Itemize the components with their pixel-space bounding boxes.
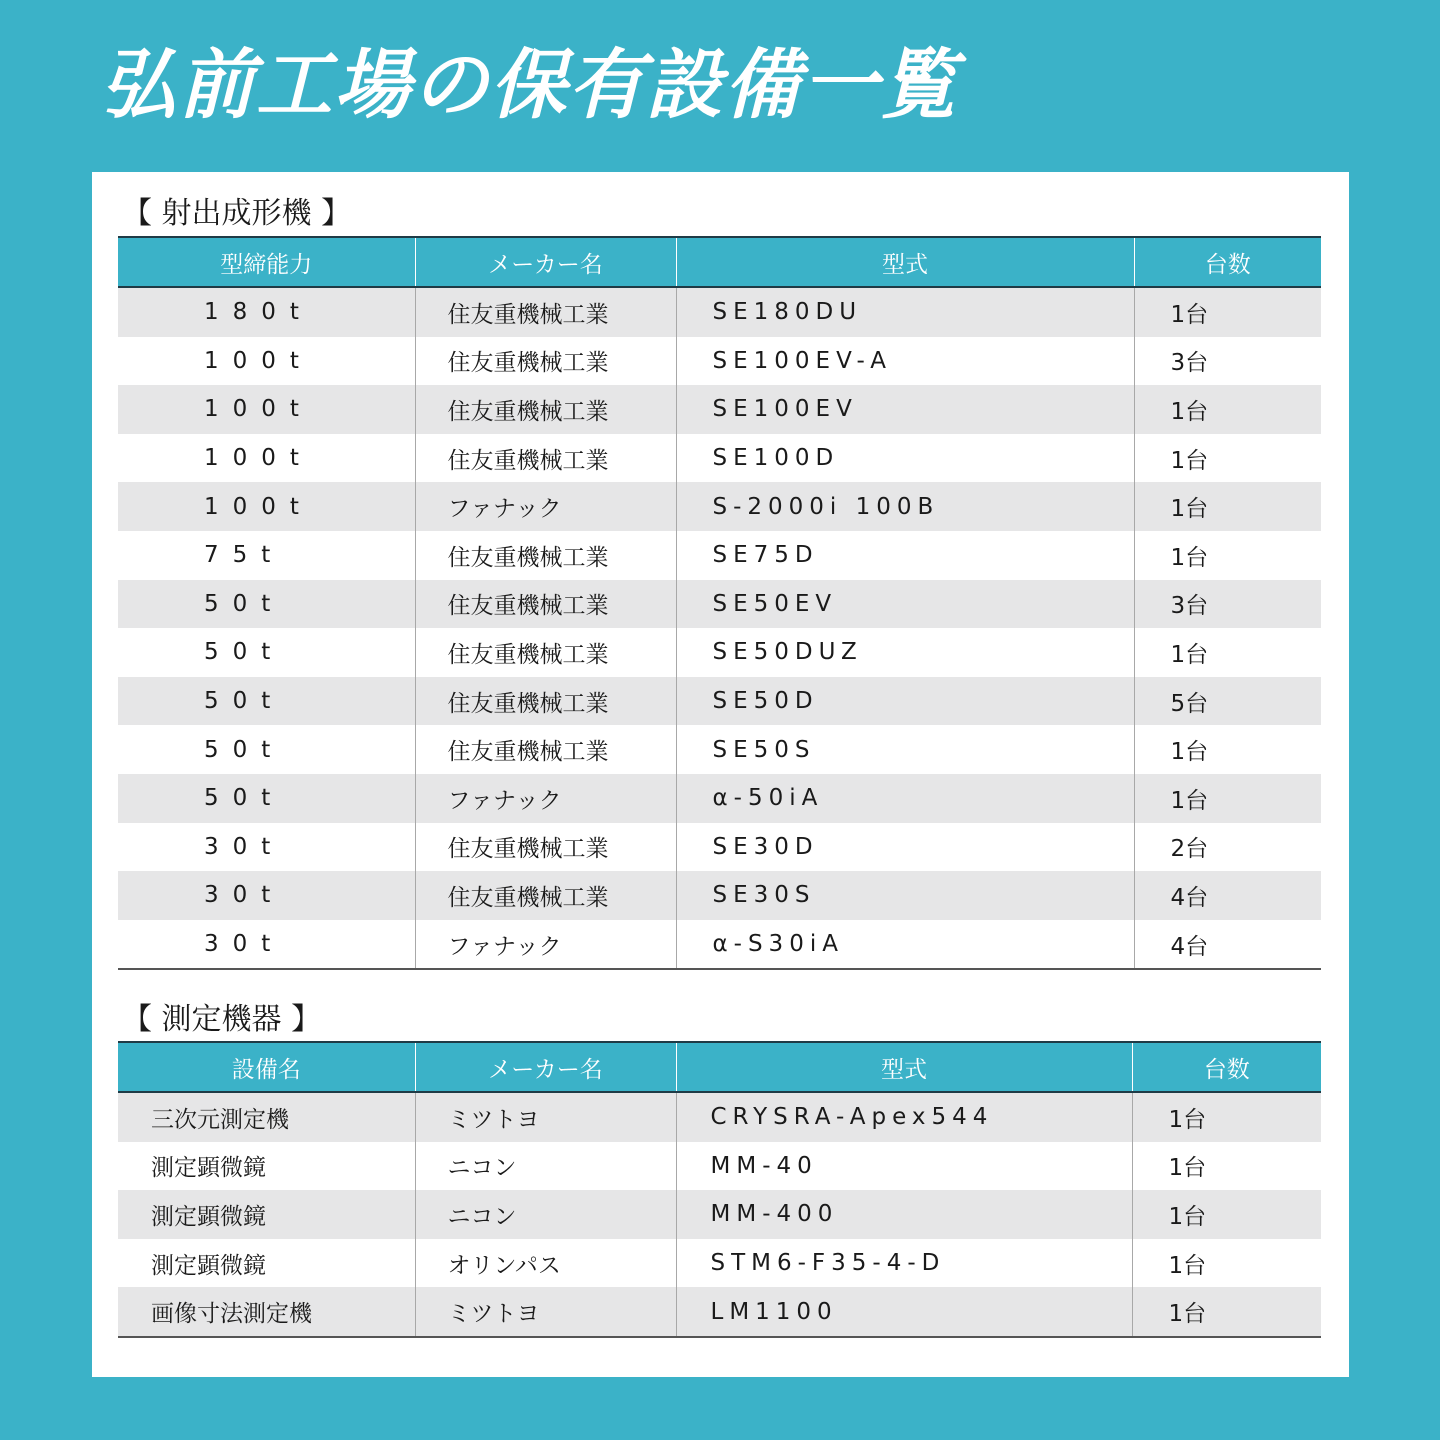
model-cell: SE75D [676,531,1134,580]
model-cell: α-S30iA [676,920,1134,970]
column-header-model: 型式 [676,1042,1132,1092]
table-row [118,482,1321,531]
table-row [118,823,1321,872]
manufacturer-cell: ファナック [415,920,676,970]
model-cell: SE180DU [676,287,1134,337]
manufacturer-cell: 住友重機械工業 [415,580,676,629]
model-cell: MM-400 [676,1190,1132,1239]
table-row [118,531,1321,580]
quantity-cell: 1台 [1132,1142,1321,1191]
column-header-model: 型式 [676,237,1134,287]
table-row [118,1287,1321,1337]
clamping-force-cell: 50t [118,580,415,629]
clamping-force-cell: 100t [118,482,415,531]
manufacturer-cell: 住友重機械工業 [415,823,676,872]
manufacturer-cell: 住友重機械工業 [415,385,676,434]
clamping-force-cell: 50t [118,725,415,774]
quantity-cell: 1台 [1134,287,1321,337]
model-cell: SE30S [676,871,1134,920]
equipment-name-cell: 画像寸法測定機 [118,1287,415,1337]
clamping-force-cell: 100t [118,434,415,483]
table-row [118,677,1321,726]
table-row [118,920,1321,970]
measuring-instruments-table [118,1041,1321,1338]
manufacturer-cell: オリンパス [415,1239,676,1288]
table-row [118,287,1321,337]
quantity-cell: 1台 [1132,1092,1321,1142]
model-cell: SE50S [676,725,1134,774]
clamping-force-cell: 100t [118,337,415,386]
quantity-cell: 4台 [1134,871,1321,920]
column-header-manufacturer: メーカー名 [415,1042,676,1092]
equipment-name-cell: 測定顕微鏡 [118,1142,415,1191]
table-row [118,725,1321,774]
quantity-cell: 1台 [1134,531,1321,580]
table-row [118,1092,1321,1142]
quantity-cell: 1台 [1134,628,1321,677]
table-row [118,871,1321,920]
manufacturer-cell: ファナック [415,774,676,823]
table-row [118,1239,1321,1288]
model-cell: SE50D [676,677,1134,726]
quantity-cell: 1台 [1134,482,1321,531]
quantity-cell: 1台 [1132,1287,1321,1337]
equipment-name-cell: 三次元測定機 [118,1092,415,1142]
model-cell: CRYSRA-Apex544 [676,1092,1132,1142]
section-title-measuring-instruments: 【 測定機器 】 [122,1002,322,1037]
quantity-cell: 1台 [1134,725,1321,774]
table-row [118,434,1321,483]
clamping-force-cell: 50t [118,774,415,823]
table-row [118,385,1321,434]
column-header-clamping-force: 型締能力 [118,237,415,287]
clamping-force-cell: 30t [118,823,415,872]
clamping-force-cell: 180t [118,287,415,337]
table-row [118,1142,1321,1191]
model-cell: SE100D [676,434,1134,483]
manufacturer-cell: 住友重機械工業 [415,871,676,920]
model-cell: LM1100 [676,1287,1132,1337]
manufacturer-cell: ニコン [415,1142,676,1191]
quantity-cell: 3台 [1134,337,1321,386]
table-row [118,774,1321,823]
model-cell: SE100EV-A [676,337,1134,386]
manufacturer-cell: 住友重機械工業 [415,287,676,337]
clamping-force-cell: 50t [118,677,415,726]
equipment-name-cell: 測定顕微鏡 [118,1239,415,1288]
manufacturer-cell: 住友重機械工業 [415,531,676,580]
section-title-injection-molding: 【 射出成形機 】 [122,196,352,231]
model-cell: α-50iA [676,774,1134,823]
page-title: 弘前工場の保有設備一覧 [100,40,958,129]
manufacturer-cell: 住友重機械工業 [415,677,676,726]
column-header-equipment-name: 設備名 [118,1042,415,1092]
clamping-force-cell: 30t [118,871,415,920]
manufacturer-cell: 住友重機械工業 [415,628,676,677]
quantity-cell: 5台 [1134,677,1321,726]
quantity-cell: 2台 [1134,823,1321,872]
manufacturer-cell: ミツトヨ [415,1287,676,1337]
clamping-force-cell: 100t [118,385,415,434]
table-row [118,580,1321,629]
column-header-manufacturer: メーカー名 [415,237,676,287]
quantity-cell: 1台 [1134,385,1321,434]
model-cell: S-2000i 100B [676,482,1134,531]
model-cell: STM6-F35-4-D [676,1239,1132,1288]
model-cell: SE50DUZ [676,628,1134,677]
manufacturer-cell: ニコン [415,1190,676,1239]
quantity-cell: 4台 [1134,920,1321,970]
equipment-name-cell: 測定顕微鏡 [118,1190,415,1239]
quantity-cell: 3台 [1134,580,1321,629]
model-cell: MM-40 [676,1142,1132,1191]
model-cell: SE50EV [676,580,1134,629]
model-cell: SE30D [676,823,1134,872]
injection-molding-table [118,236,1321,970]
table-header-row [118,1042,1321,1092]
manufacturer-cell: ファナック [415,482,676,531]
clamping-force-cell: 30t [118,920,415,970]
column-header-quantity: 台数 [1132,1042,1321,1092]
table-header-row [118,237,1321,287]
model-cell: SE100EV [676,385,1134,434]
quantity-cell: 1台 [1132,1239,1321,1288]
quantity-cell: 1台 [1132,1190,1321,1239]
clamping-force-cell: 75t [118,531,415,580]
manufacturer-cell: ミツトヨ [415,1092,676,1142]
manufacturer-cell: 住友重機械工業 [415,337,676,386]
column-header-quantity: 台数 [1134,237,1321,287]
table-row [118,1190,1321,1239]
manufacturer-cell: 住友重機械工業 [415,434,676,483]
equipment-card [92,172,1349,1377]
table-row [118,337,1321,386]
table-row [118,628,1321,677]
manufacturer-cell: 住友重機械工業 [415,725,676,774]
quantity-cell: 1台 [1134,434,1321,483]
quantity-cell: 1台 [1134,774,1321,823]
clamping-force-cell: 50t [118,628,415,677]
